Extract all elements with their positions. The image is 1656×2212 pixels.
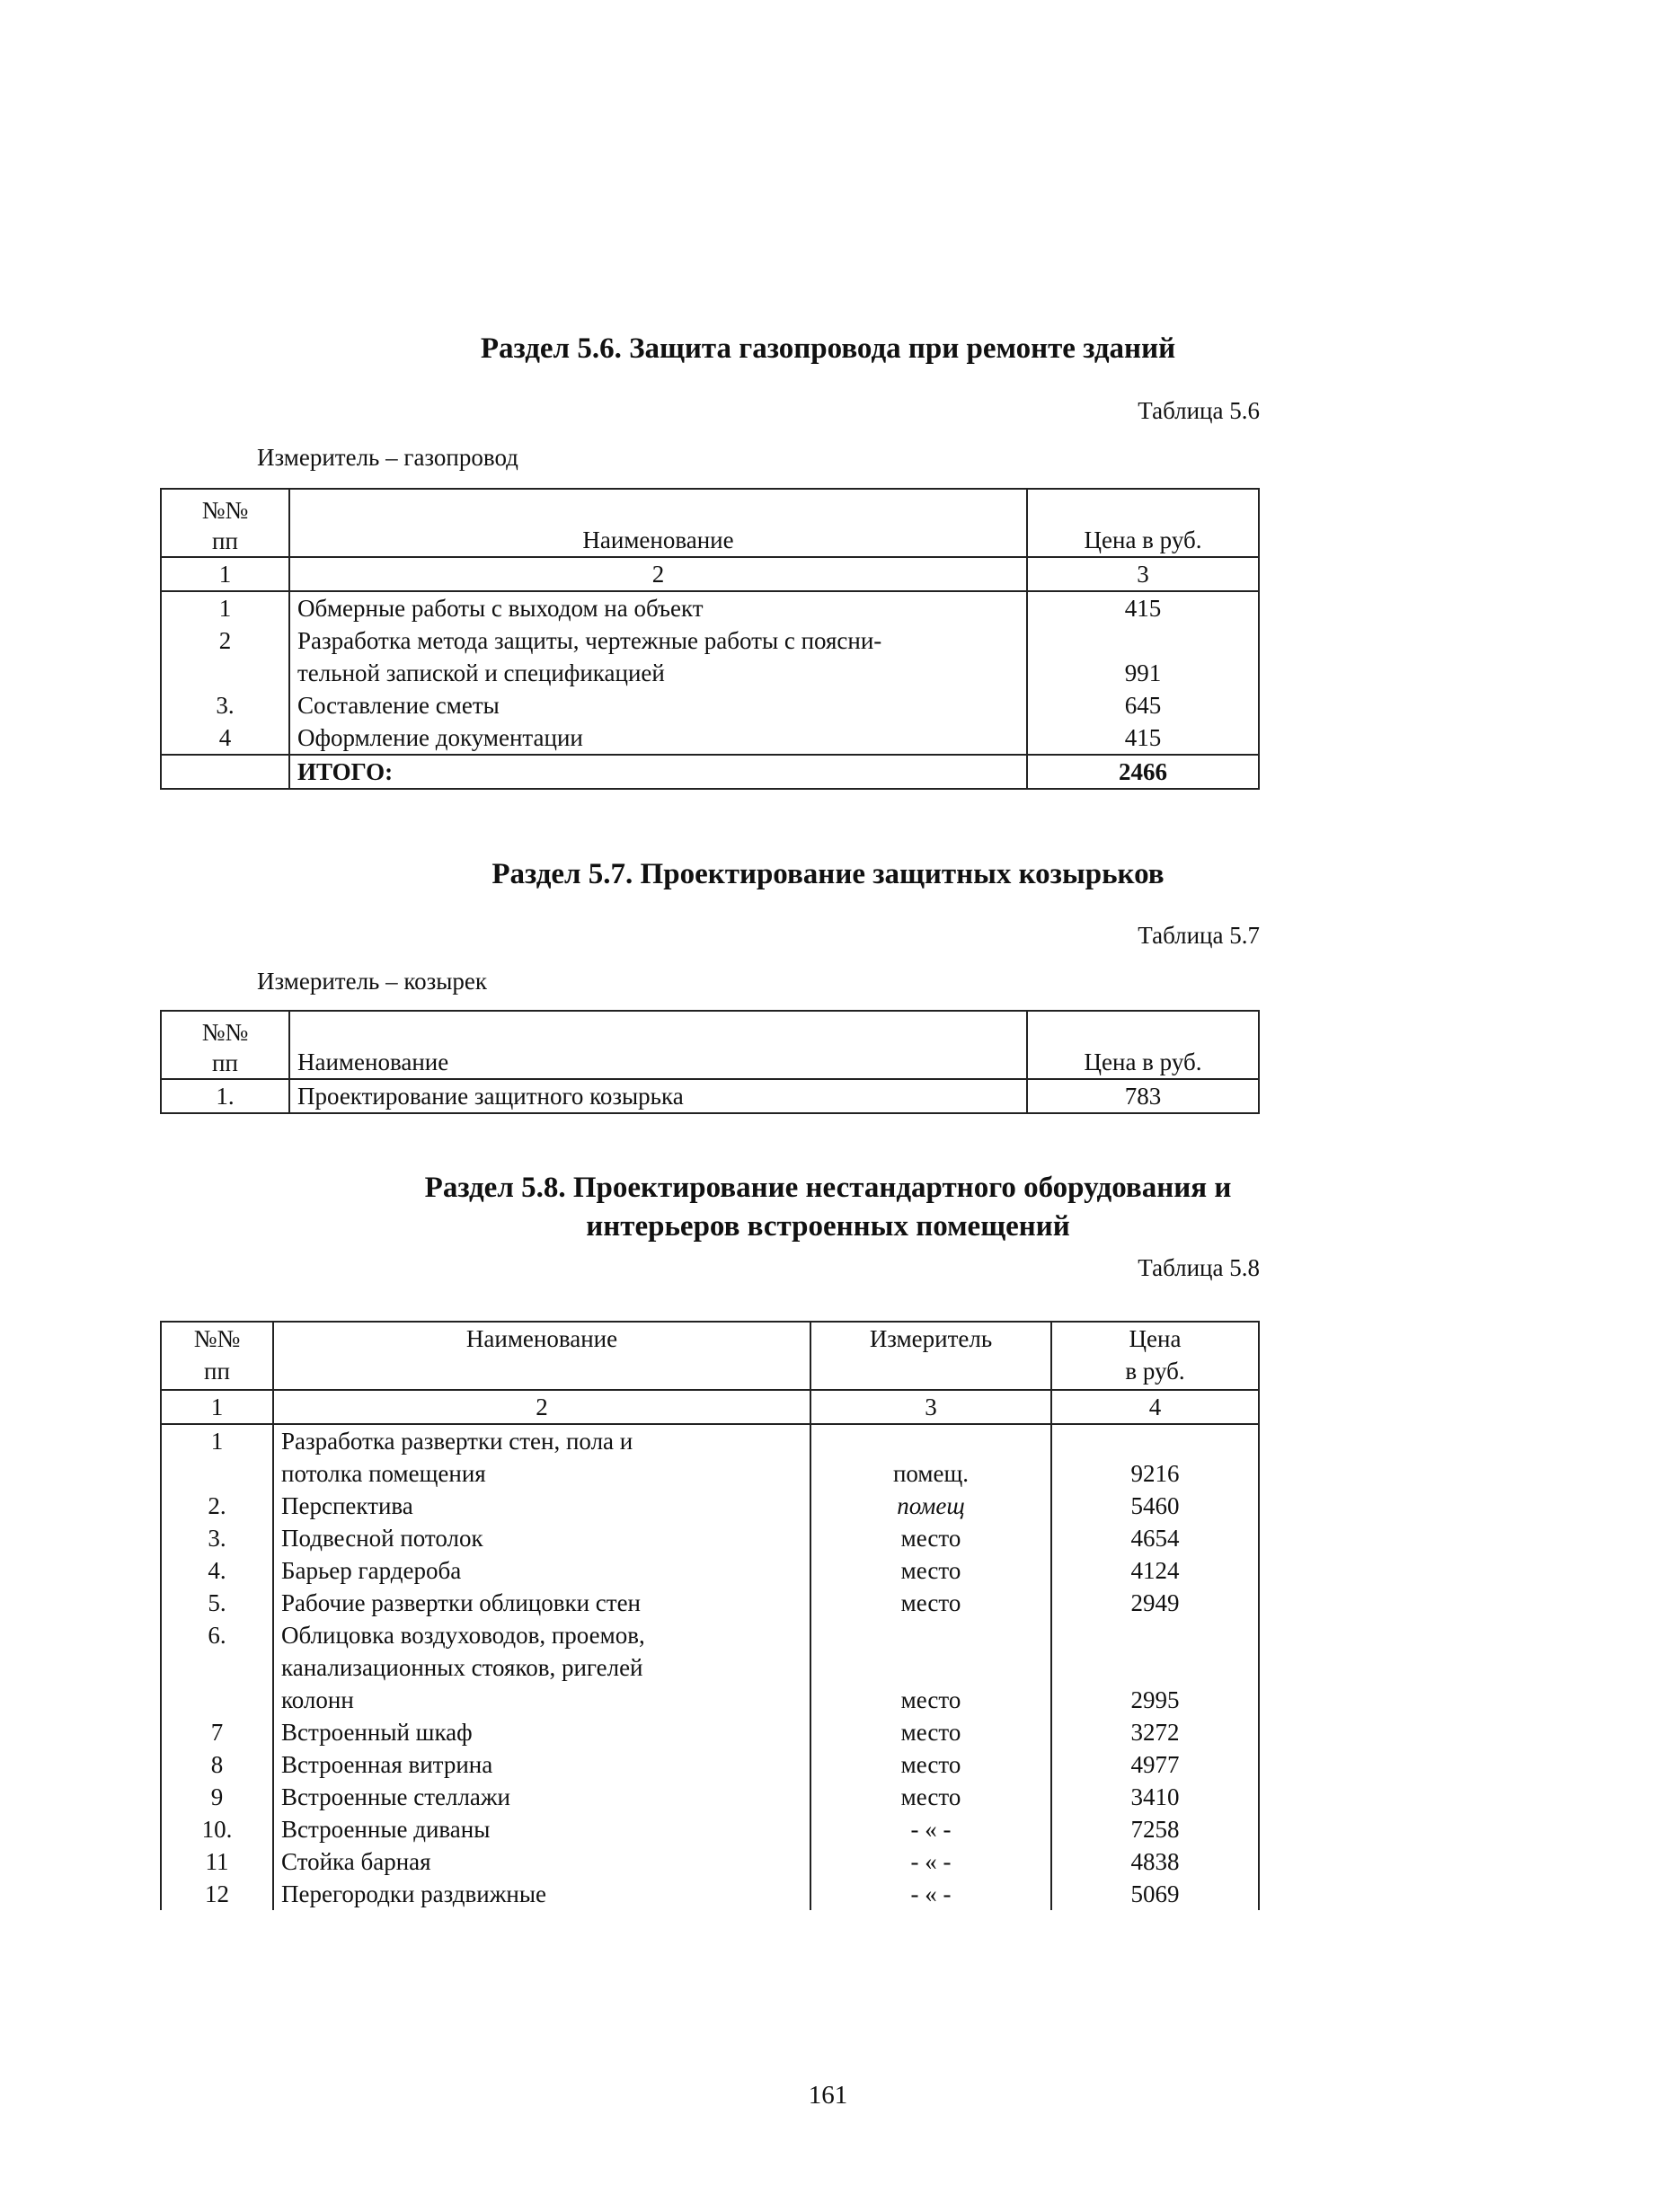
- row-unit: - « -: [810, 1878, 1051, 1910]
- header-price: Цена в руб.: [1027, 489, 1259, 557]
- row-unit: место: [810, 1716, 1051, 1748]
- header-name: Наименование: [289, 489, 1027, 557]
- row-name: Рабочие развертки облицовки стен: [273, 1587, 810, 1619]
- row-unit: помещ.: [810, 1424, 1051, 1490]
- row-name: Стойка барная: [273, 1845, 810, 1878]
- meter-5-7: Измеритель – козырек: [257, 968, 488, 995]
- row-num: 8: [161, 1748, 273, 1781]
- row-price: 5460: [1051, 1490, 1259, 1522]
- table-header-row: [161, 1322, 1259, 1390]
- row-num: 3.: [161, 1522, 273, 1554]
- table-5-8-label: Таблица 5.8: [1138, 1254, 1260, 1281]
- row-unit: место: [810, 1554, 1051, 1587]
- header-price-line1: Цена: [1129, 1325, 1182, 1352]
- row-price: 3272: [1051, 1716, 1259, 1748]
- row-name-line1: Облицовка воздуховодов, проемов,: [281, 1622, 645, 1649]
- table-row: [161, 1781, 1259, 1813]
- section-5-6-heading: Раздел 5.6. Защита газопровода при ремонте зданий: [480, 332, 1176, 365]
- row-num: 12: [161, 1878, 273, 1910]
- table-row: [161, 624, 1259, 689]
- row-name: Встроенные диваны: [273, 1813, 810, 1845]
- row-unit: место: [810, 1781, 1051, 1813]
- row-unit: место: [810, 1619, 1051, 1716]
- row-name: [273, 1619, 810, 1716]
- meter-5-6: Измеритель – газопровод: [257, 444, 518, 471]
- row-name: Встроенная витрина: [273, 1748, 810, 1781]
- row-num: 4.: [161, 1554, 273, 1587]
- header-num-line1: №№: [193, 1325, 241, 1352]
- column-number-row: [161, 1390, 1259, 1424]
- row-price: 3410: [1051, 1781, 1259, 1813]
- table-5-6: [160, 488, 1260, 790]
- table-row: [161, 1490, 1259, 1522]
- table-5-7: [160, 1010, 1260, 1114]
- table-row: [161, 1716, 1259, 1748]
- row-name-line2: тельной запиской и спецификацией: [297, 659, 665, 686]
- column-number-row: [161, 557, 1259, 591]
- table-5-8: [160, 1321, 1260, 1910]
- row-num: 9: [161, 1781, 273, 1813]
- row-price: 4838: [1051, 1845, 1259, 1878]
- table-row: [161, 1079, 1259, 1113]
- header-unit: Измеритель: [810, 1322, 1051, 1390]
- row-name: Проектирование защитного козырька: [289, 1079, 1027, 1113]
- table-row: [161, 721, 1259, 755]
- header-num-line1: №№: [201, 497, 249, 524]
- colnum-4: 4: [1051, 1390, 1259, 1424]
- header-name: Наименование: [289, 1011, 1027, 1079]
- header-num-line2: пп: [204, 1358, 230, 1385]
- row-price: 7258: [1051, 1813, 1259, 1845]
- row-name: Обмерные работы с выходом на объект: [289, 591, 1027, 624]
- header-price: Цена в руб.: [1027, 1011, 1259, 1079]
- row-name: Перегородки раздвижные: [273, 1878, 810, 1910]
- row-name-line2: канализационных стояков, ригелей: [281, 1654, 643, 1681]
- header-num: [161, 1322, 273, 1390]
- row-unit: - « -: [810, 1845, 1051, 1878]
- total-value: 2466: [1027, 755, 1259, 789]
- row-name: Подвесной потолок: [273, 1522, 810, 1554]
- row-name-line1: Разработка развертки стен, пола и: [281, 1428, 633, 1455]
- header-num-line2: пп: [212, 1049, 238, 1076]
- row-num: 3.: [161, 689, 289, 721]
- table-row: [161, 1813, 1259, 1845]
- colnum-2: 2: [273, 1390, 810, 1424]
- row-unit: место: [810, 1748, 1051, 1781]
- header-name: Наименование: [273, 1322, 810, 1390]
- header-num-line1: №№: [201, 1019, 249, 1046]
- table-5-6-label: Таблица 5.6: [1138, 397, 1260, 424]
- row-num: 7: [161, 1716, 273, 1748]
- table-row: [161, 1748, 1259, 1781]
- colnum-1: 1: [161, 557, 289, 591]
- row-num: 2.: [161, 1490, 273, 1522]
- row-name-line2: потолка помещения: [281, 1460, 486, 1487]
- header-price-line2: в руб.: [1125, 1358, 1185, 1385]
- table-row: [161, 1424, 1259, 1490]
- row-name-line1: Разработка метода защиты, чертежные работы с поясни-: [297, 627, 882, 654]
- row-price: 2995: [1051, 1619, 1259, 1716]
- row-unit: помещ: [810, 1490, 1051, 1522]
- row-unit: - « -: [810, 1813, 1051, 1845]
- row-price: 783: [1027, 1079, 1259, 1113]
- section-5-7-heading: Раздел 5.7. Проектирование защитных козырьков: [491, 858, 1165, 890]
- row-name: Оформление документации: [289, 721, 1027, 755]
- row-name-line3: колонн: [281, 1686, 354, 1713]
- row-name: Составление сметы: [289, 689, 1027, 721]
- row-name: [289, 624, 1027, 689]
- row-num: 1.: [161, 1079, 289, 1113]
- row-price: 415: [1027, 591, 1259, 624]
- table-row: [161, 591, 1259, 624]
- row-num: 10.: [161, 1813, 273, 1845]
- table-5-7-label: Таблица 5.7: [1138, 922, 1260, 949]
- table-row: [161, 1878, 1259, 1910]
- row-num: 1: [161, 591, 289, 624]
- header-price: [1051, 1322, 1259, 1390]
- row-unit: место: [810, 1587, 1051, 1619]
- total-num: [161, 755, 289, 789]
- row-num: 5.: [161, 1587, 273, 1619]
- row-price: 991: [1027, 624, 1259, 689]
- section-5-8-heading-line1: Раздел 5.8. Проектирование нестандартного оборудования и: [424, 1172, 1232, 1204]
- row-num: 4: [161, 721, 289, 755]
- row-price: 645: [1027, 689, 1259, 721]
- header-num: [161, 1011, 289, 1079]
- table-row: [161, 1845, 1259, 1878]
- total-label: ИТОГО:: [289, 755, 1027, 789]
- row-name: [273, 1424, 810, 1490]
- row-num: 1: [161, 1424, 273, 1490]
- row-price: 9216: [1051, 1424, 1259, 1490]
- table-row: [161, 1587, 1259, 1619]
- header-num: [161, 489, 289, 557]
- table-row: [161, 1522, 1259, 1554]
- table-row: [161, 1619, 1259, 1716]
- row-price: 4654: [1051, 1522, 1259, 1554]
- row-price: 5069: [1051, 1878, 1259, 1910]
- page-number: 161: [808, 2081, 848, 2110]
- table-row: [161, 689, 1259, 721]
- total-row: [161, 755, 1259, 789]
- row-unit: место: [810, 1522, 1051, 1554]
- row-price: 4124: [1051, 1554, 1259, 1587]
- colnum-1: 1: [161, 1390, 273, 1424]
- table-row: [161, 1554, 1259, 1587]
- row-name: Встроенный шкаф: [273, 1716, 810, 1748]
- table-header-row: [161, 489, 1259, 557]
- row-num: 2: [161, 624, 289, 689]
- header-num-line2: пп: [212, 527, 238, 554]
- row-name: Барьер гардероба: [273, 1554, 810, 1587]
- colnum-3: 3: [810, 1390, 1051, 1424]
- row-num: 6.: [161, 1619, 273, 1716]
- table-header-row: [161, 1011, 1259, 1079]
- row-num: 11: [161, 1845, 273, 1878]
- row-price: 415: [1027, 721, 1259, 755]
- row-price: 2949: [1051, 1587, 1259, 1619]
- row-name: Перспектива: [273, 1490, 810, 1522]
- section-5-8-heading-line2: интерьеров встроенных помещений: [586, 1210, 1070, 1243]
- row-price: 4977: [1051, 1748, 1259, 1781]
- colnum-2: 2: [289, 557, 1027, 591]
- row-name: Встроенные стеллажи: [273, 1781, 810, 1813]
- colnum-3: 3: [1027, 557, 1259, 591]
